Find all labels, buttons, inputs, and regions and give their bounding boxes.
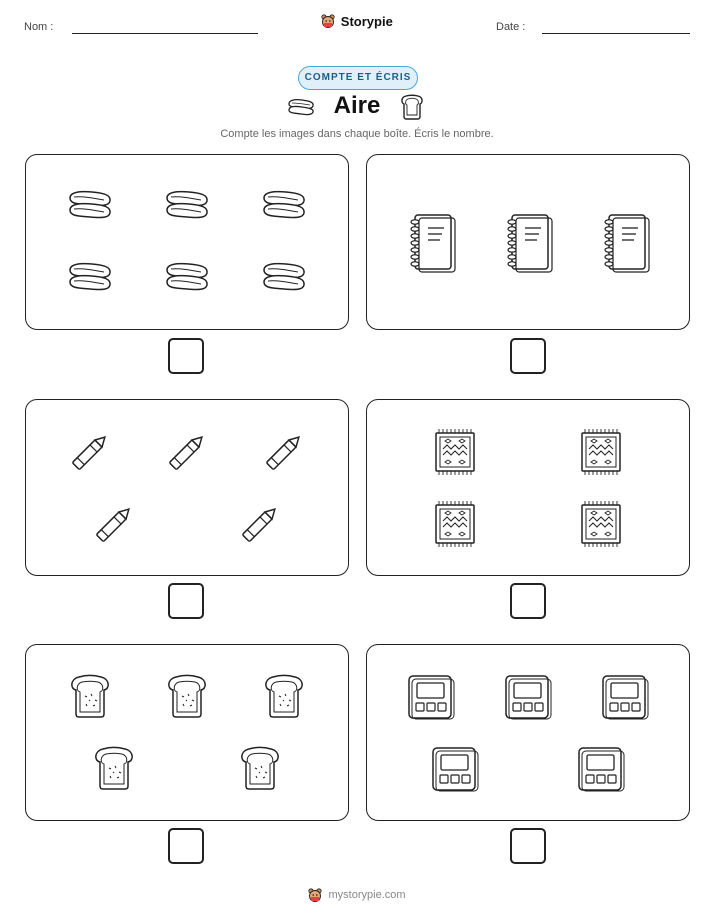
notebook-icon — [503, 212, 553, 272]
bread-slice-icon — [399, 94, 425, 120]
footer — [0, 888, 714, 902]
folded-towel-icon — [259, 260, 309, 296]
name-label: Nom : — [24, 21, 54, 33]
rug-icon — [576, 429, 626, 475]
bread-slice-icon — [261, 674, 307, 720]
answer-box[interactable] — [510, 828, 546, 864]
footer-url: mystorypie.com — [328, 888, 406, 901]
count-panel-crayons — [25, 399, 349, 576]
crayon-icon — [164, 429, 210, 475]
rug-icon — [576, 501, 626, 547]
folded-towel-icon — [65, 260, 115, 296]
date-label: Date : — [496, 21, 526, 33]
bear-logo-icon — [308, 888, 322, 902]
folded-towel-icon — [162, 188, 212, 224]
timer-icon — [503, 673, 553, 721]
crayon-icon — [261, 429, 307, 475]
folded-towel-icon — [162, 260, 212, 296]
folded-towel-icon — [65, 188, 115, 224]
rug-icon — [430, 429, 480, 475]
brand-logo — [0, 14, 714, 31]
answer-box[interactable] — [168, 338, 204, 374]
timer-icon — [600, 673, 650, 721]
notebook-icon — [600, 212, 650, 272]
answer-box[interactable] — [510, 338, 546, 374]
folded-towel-icon — [259, 188, 309, 224]
timer-icon — [430, 745, 480, 793]
count-panel-timers — [366, 644, 690, 821]
timer-icon — [576, 745, 626, 793]
count-panel-rugs — [366, 399, 690, 576]
bread-slice-icon — [67, 674, 113, 720]
answer-box[interactable] — [168, 583, 204, 619]
bread-slice-icon — [91, 746, 137, 792]
date-line[interactable] — [542, 33, 690, 34]
notebook-icon — [406, 212, 456, 272]
rug-icon — [430, 501, 480, 547]
crayon-icon — [91, 501, 137, 547]
crayon-icon — [67, 429, 113, 475]
count-panel-bread — [25, 644, 349, 821]
brand-name: Storypie — [340, 14, 393, 29]
instructions: Compte les images dans chaque boîte. Écris le nombre. — [220, 128, 494, 140]
bear-logo-icon — [321, 14, 335, 31]
name-line[interactable] — [72, 33, 258, 34]
timer-icon — [406, 673, 456, 721]
page-title: Aire — [333, 92, 381, 119]
count-panel-towels — [25, 154, 349, 330]
answer-box[interactable] — [168, 828, 204, 864]
activity-badge: COMPTE ET ÉCRIS — [298, 66, 418, 90]
crayon-icon — [237, 501, 283, 547]
bread-slice-icon — [237, 746, 283, 792]
bread-slice-icon — [164, 674, 210, 720]
answer-box[interactable] — [510, 583, 546, 619]
